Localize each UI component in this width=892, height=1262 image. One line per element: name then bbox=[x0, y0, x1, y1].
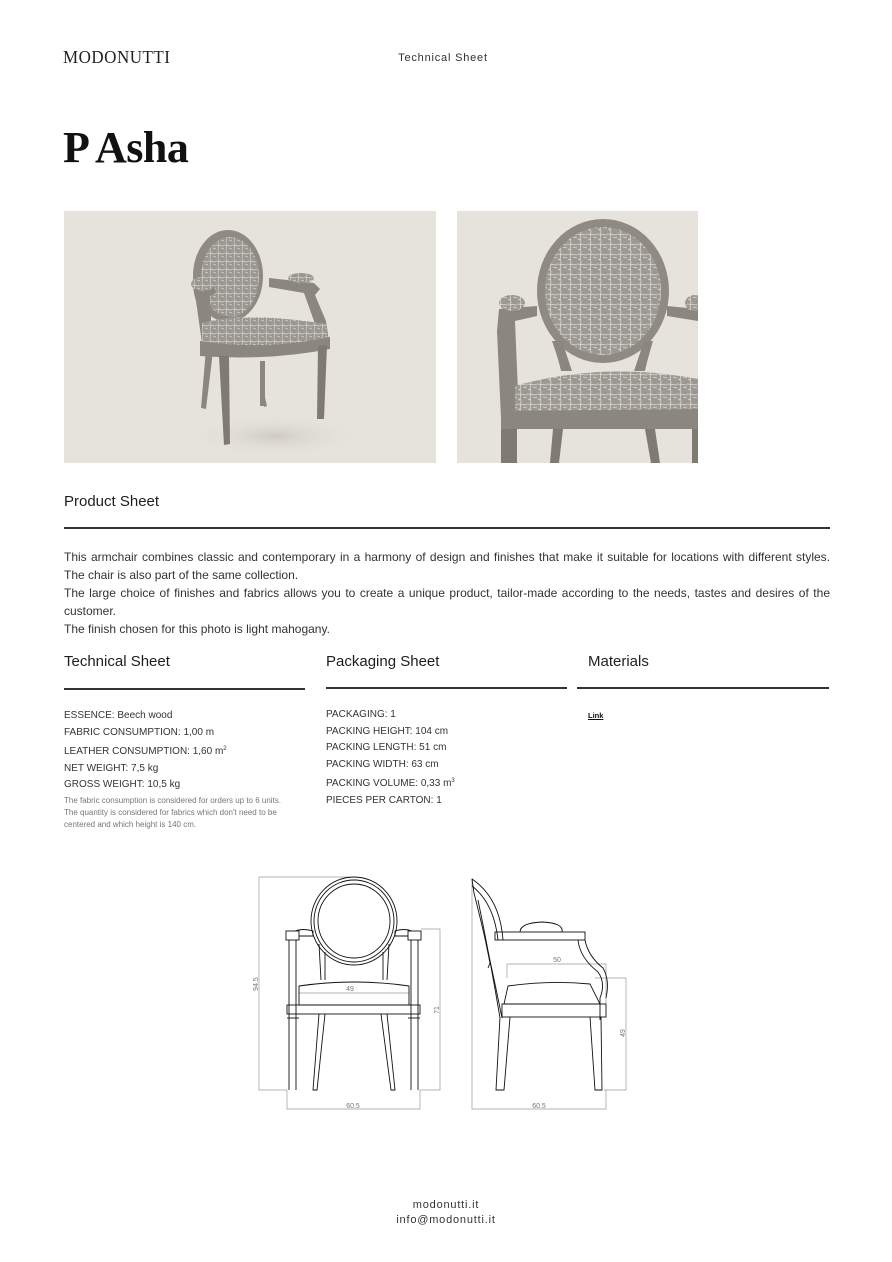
chair-outline bbox=[472, 879, 607, 1090]
footer bbox=[0, 1198, 892, 1228]
side-view-drawing bbox=[460, 868, 640, 1116]
spec-leather-consumption bbox=[64, 741, 227, 761]
spec-leather-text: LEATHER CONSUMPTION: 1,60 m bbox=[64, 746, 224, 757]
spec-net-weight: NET WEIGHT: 7,5 kg bbox=[64, 762, 159, 774]
materials-divider bbox=[577, 687, 829, 689]
front-view-drawing bbox=[245, 868, 450, 1116]
pack-length: PACKING LENGTH: 51 cm bbox=[326, 742, 447, 753]
materials-link[interactable]: Link bbox=[588, 711, 604, 720]
spec-gross-weight: GROSS WEIGHT: 10,5 kg bbox=[64, 779, 181, 790]
product-title: P Asha bbox=[63, 123, 189, 172]
consumption-notes bbox=[64, 795, 309, 831]
armchair-detail-image bbox=[457, 211, 698, 463]
dimension-lines bbox=[259, 877, 440, 1109]
seat-height-label: 49 bbox=[620, 1029, 627, 1037]
dimension-lines bbox=[472, 878, 626, 1109]
product-sheet-heading: Product Sheet bbox=[64, 493, 160, 510]
technical-sheet-divider bbox=[64, 688, 305, 690]
pack-packaging: PACKAGING: 1 bbox=[326, 709, 396, 720]
product-photo-angled bbox=[64, 211, 436, 463]
product-sheet-divider bbox=[64, 527, 830, 529]
arm-height-label: 71 bbox=[434, 1006, 441, 1014]
product-photo-front-detail bbox=[457, 211, 698, 463]
front-elevation-diagram bbox=[245, 868, 450, 1116]
superscript: 2 bbox=[223, 746, 227, 752]
side-elevation-diagram bbox=[460, 868, 640, 1116]
note-line: The quantity is considered for fabrics which don't need to be centered and which height is 140 cm. bbox=[64, 808, 277, 829]
technical-spec-list bbox=[64, 708, 227, 794]
packaging-sheet-divider bbox=[326, 687, 567, 689]
seat-width-label: 49 bbox=[346, 986, 354, 993]
description-paragraph: The large choice of finishes and fabrics allows you to create a unique product, tailor-made according to the needs, tastes and desires of the customer. bbox=[64, 586, 830, 618]
pack-volume-text: PACKING VOLUME: 0,33 m bbox=[326, 778, 452, 789]
armchair-angled-image bbox=[64, 211, 436, 463]
product-description bbox=[64, 548, 830, 638]
superscript: 3 bbox=[451, 778, 455, 784]
overall-height-label: 94.5 bbox=[253, 977, 260, 991]
packaging-sheet-heading: Packaging Sheet bbox=[326, 653, 440, 670]
overall-width-label: 60.5 bbox=[346, 1103, 360, 1110]
spec-essence: ESSENCE: Beech wood bbox=[64, 710, 173, 721]
pack-height: PACKING HEIGHT: 104 cm bbox=[326, 725, 449, 737]
footer-email: info@modonutti.it bbox=[396, 1214, 496, 1226]
spec-fabric-consumption: FABRIC CONSUMPTION: 1,00 m bbox=[64, 726, 215, 738]
seat-depth-label: 50 bbox=[553, 957, 561, 964]
pack-pieces-per-carton: PIECES PER CARTON: 1 bbox=[326, 794, 442, 806]
materials-heading: Materials bbox=[588, 653, 649, 670]
pack-volume bbox=[326, 773, 455, 793]
technical-sheet-heading: Technical Sheet bbox=[64, 653, 170, 670]
note-line: The fabric consumption is considered for orders up to 6 units. bbox=[64, 796, 281, 805]
overall-depth-label: 60.5 bbox=[532, 1103, 546, 1110]
brand-logo: MODONUTTI bbox=[63, 47, 171, 68]
chair-outline bbox=[286, 877, 421, 1090]
packaging-spec-list bbox=[326, 707, 455, 809]
footer-website: modonutti.it bbox=[412, 1199, 480, 1211]
document-type-label: Technical Sheet bbox=[398, 52, 488, 64]
pack-width: PACKING WIDTH: 63 cm bbox=[326, 758, 439, 770]
description-paragraph: The finish chosen for this photo is light mahogany. bbox=[64, 622, 330, 636]
description-paragraph: This armchair combines classic and contemporary in a harmony of design and finishes that make it suitable for locations with different styles. The chair is also part of the same collection. bbox=[64, 550, 830, 582]
